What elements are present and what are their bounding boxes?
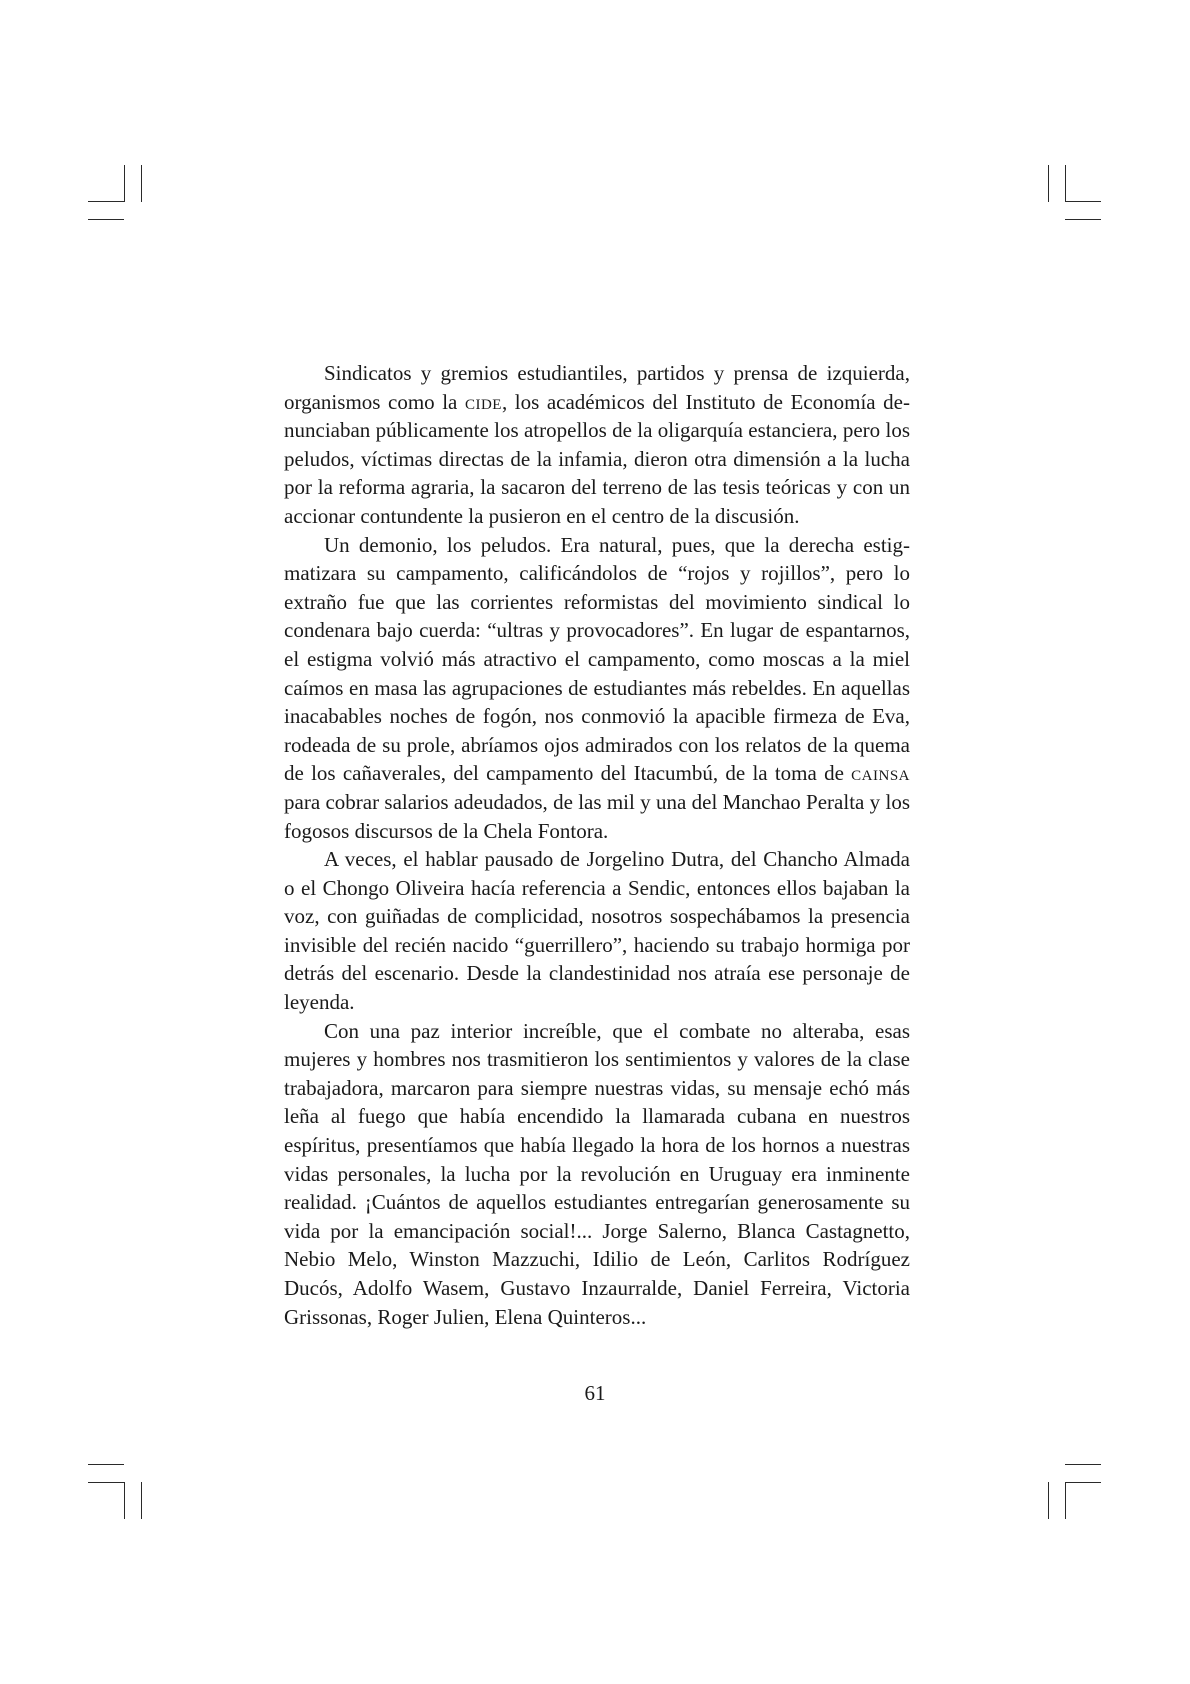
crop-mark-top-right-horizontal-lower — [1065, 219, 1101, 220]
crop-mark-bottom-left-vertical-outer — [141, 1482, 142, 1519]
crop-mark-bottom-left-horizontal-upper — [88, 1464, 124, 1465]
crop-mark-bottom-right-vertical — [1065, 1482, 1066, 1519]
crop-mark-bottom-right-horizontal-upper — [1065, 1464, 1101, 1465]
crop-mark-top-right-vertical-outer — [1048, 165, 1049, 202]
crop-mark-top-right-vertical — [1065, 165, 1066, 202]
paragraph-2: Un demonio, los peludos. Era natural, pues, que la derecha estigmatizara su campamento, calificándolos de “rojos y rojillos”, pero lo extraño fue que las corrientes reformistas del movimiento sindical lo condenara bajo cuerda: “ultras y provocadores”. En lugar de espantarnos, el estigma volvió más atractivo el campamento, como moscas a la miel caímos en masa las agrupaciones de estudiantes más rebeldes. En aquellas inacabables noches de fogón, nos conmovió la apacible firmeza de Eva, rodeada de su prole, abríamos ojos admirados con los relatos de la quema de los cañaverales, del campamento del Itacumbú, de la toma de cainsa para cobrar salarios adeudados, de las mil y una del Manchao Peralta y los fogosos discursos de la Chela Fontora. — [284, 532, 910, 843]
crop-mark-top-left-vertical-outer — [141, 165, 142, 202]
paragraph-4: Con una paz interior increíble, que el combate no alteraba, esas mujeres y hombres nos trasmitieron los sentimientos y valores de la clase trabajadora, marcaron para siempre nuestras vidas, su mensaje echó más leña al fuego que había encendido la llamarada cubana en nuestros espíritus, presentíamos que había llegado la hora de los hornos a nuestras vidas personales, la lucha por la revolución en Uruguay era inminente realidad. ¡Cuántos de aquellos estudiantes entregarían generosamente su vida por la emancipación social!... Jorge Salerno, Blanca Castagnetto, Nebio Melo, Winston Mazzuchi, Idilio de León, Carlitos Rodríguez Ducós, Adolfo Wasem, Gustavo Inzaurralde, Daniel Ferreira, Victoria Grissonas, Roger Julien, Elena Quinteros... — [284, 1018, 910, 1329]
crop-mark-top-right-horizontal — [1065, 201, 1101, 202]
crop-mark-top-left-horizontal-lower — [88, 219, 124, 220]
crop-mark-bottom-right-horizontal — [1065, 1482, 1101, 1483]
acronym-cide: cide — [464, 389, 502, 414]
crop-mark-bottom-right-vertical-outer — [1048, 1482, 1049, 1519]
crop-mark-bottom-left-horizontal — [88, 1482, 124, 1483]
crop-mark-top-left-vertical — [124, 165, 125, 202]
crop-mark-bottom-left-vertical — [124, 1482, 125, 1519]
page-number: 61 — [584, 1381, 606, 1405]
paragraph-3: A veces, el hablar pausado de Jorgelino Dutra, del Chancho Almada o el Chongo Oliveira hacía referencia a Sendic, entonces ellos bajaban la voz, con guiñadas de complicidad, nosotros sospechábamos la presencia invisible del recién nacido “guerrillero”, haciendo su trabajo hormiga por detrás del escenario. Desde la clandestinidad nos atraía ese personaje de leyenda. — [284, 847, 910, 1015]
acronym-cainsa: cainsa — [851, 761, 910, 786]
body-text — [284, 359, 910, 1331]
paragraph-1: Sindicatos y gremios estudiantiles, partidos y prensa de izquierda, organismos como la cide, los académicos del Instituto de Economía denunciaban públicamente los atropellos de la oligarquía estanciera, pero los peludos, víctimas directas de la infamia, dieron otra dimensión a la lucha por la reforma agraria, la sacaron del terreno de las tesis teóricas y con un accionar contundente la pusieron en el centro de la discusión. — [284, 361, 910, 528]
crop-mark-top-left-horizontal — [88, 201, 124, 202]
